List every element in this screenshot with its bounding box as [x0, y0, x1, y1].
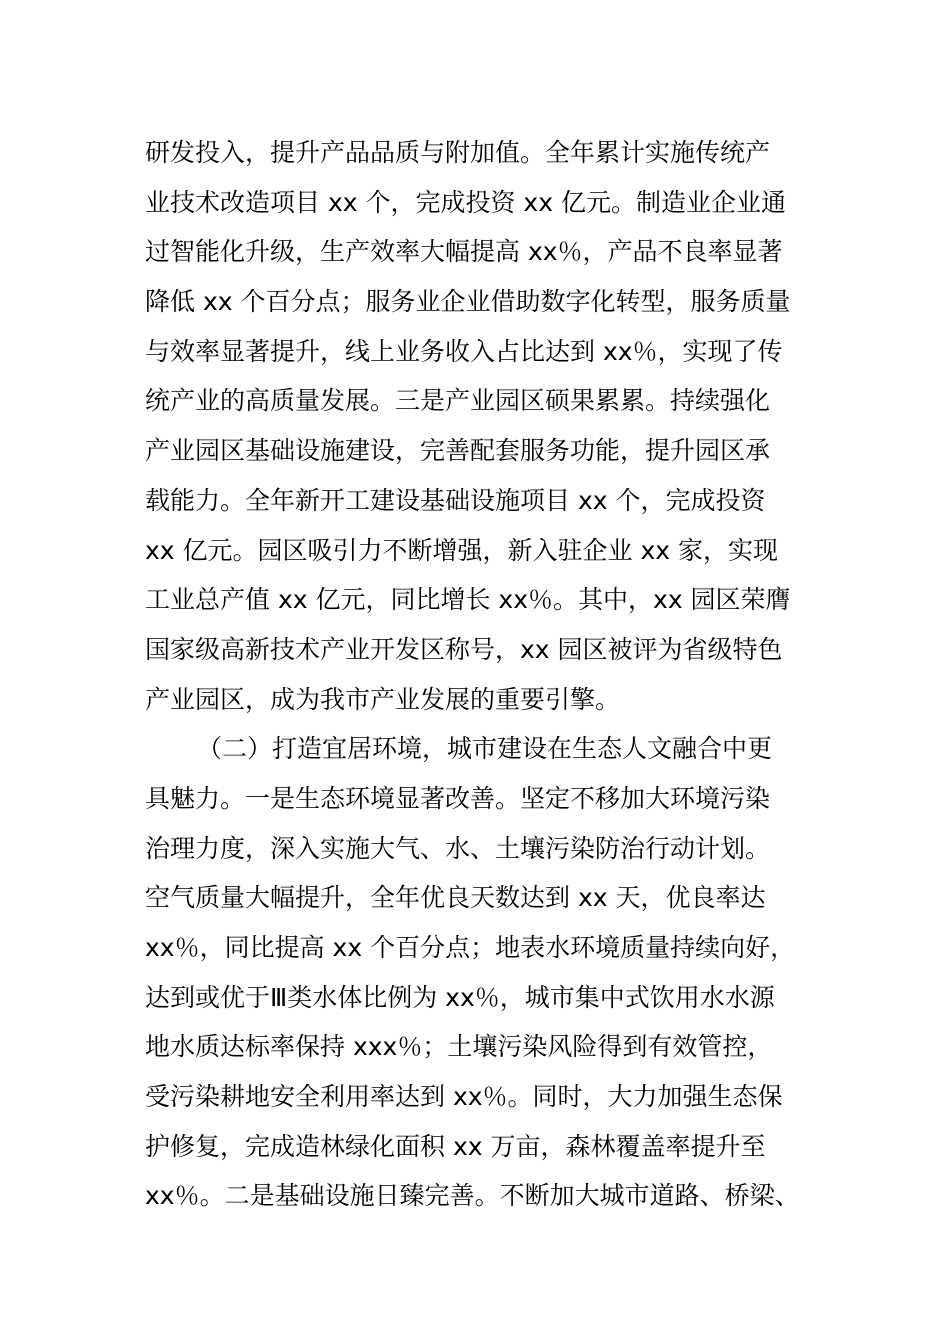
text-line: 受污染耕地安全利用率达到 xx％。同时，大力加强生态保 [145, 1082, 783, 1112]
text-line: 达到或优于Ⅲ类水体比例为 xx％，城市集中式饮用水水源 [145, 982, 775, 1012]
text-line: 空气质量大幅提升，全年优良天数达到 xx 天，优良率达 [145, 883, 766, 913]
text-line: xx％。二是基础设施日臻完善。不断加大城市道路、桥梁、 [145, 1181, 800, 1211]
text-line: 产业园区，成为我市产业发展的重要引擎。 [145, 684, 621, 714]
text-line: 降低 xx 个百分点；服务业企业借助数字化转型，服务质量 [145, 287, 791, 317]
body-text [145, 128, 825, 1221]
text-line: xx％，同比提高 xx 个百分点；地表水环境质量持续向好， [145, 933, 796, 962]
text-line: 载能力。全年新开工建设基础设施项目 xx 个，完成投资 [145, 485, 766, 515]
text-line: 过智能化升级，生产效率大幅提高 xx％，产品不良率显著 [145, 237, 783, 267]
text-line: 业技术改造项目 xx 个，完成投资 xx 亿元。制造业企业通 [145, 187, 786, 217]
text-line: 治理力度，深入实施大气、水、土壤污染防治行动计划。 [145, 833, 771, 863]
text-line: 工业总产值 xx 亿元，同比增长 xx％。其中，xx 园区荣膺 [145, 585, 791, 615]
text-line: 与效率显著提升，线上业务收入占比达到 xx％，实现了传 [145, 336, 783, 366]
text-line: 地水质达标率保持 xxx％；土壤污染风险得到有效管控， [145, 1032, 773, 1062]
text-line: 护修复，完成造林绿化面积 xx 万亩，森林覆盖率提升至 [145, 1131, 766, 1161]
text-line: 统产业的高质量发展。三是产业园区硕果累累。持续强化 [145, 386, 771, 416]
text-line: xx 亿元。园区吸引力不断增强，新入驻企业 xx 家，实现 [145, 535, 779, 565]
section-heading-line: （二）打造宜居环境，城市建设在生态人文融合中更 [197, 734, 773, 764]
text-line: 产业园区基础设施建设，完善配套服务功能，提升园区承 [145, 436, 771, 466]
text-line: 具魅力。一是生态环境显著改善。坚定不移加大环境污染 [145, 783, 771, 813]
text-line: 国家级高新技术产业开发区称号，xx 园区被评为省级特色 [145, 634, 783, 664]
text-line: 研发投入，提升产品品质与附加值。全年累计实施传统产 [145, 138, 771, 167]
